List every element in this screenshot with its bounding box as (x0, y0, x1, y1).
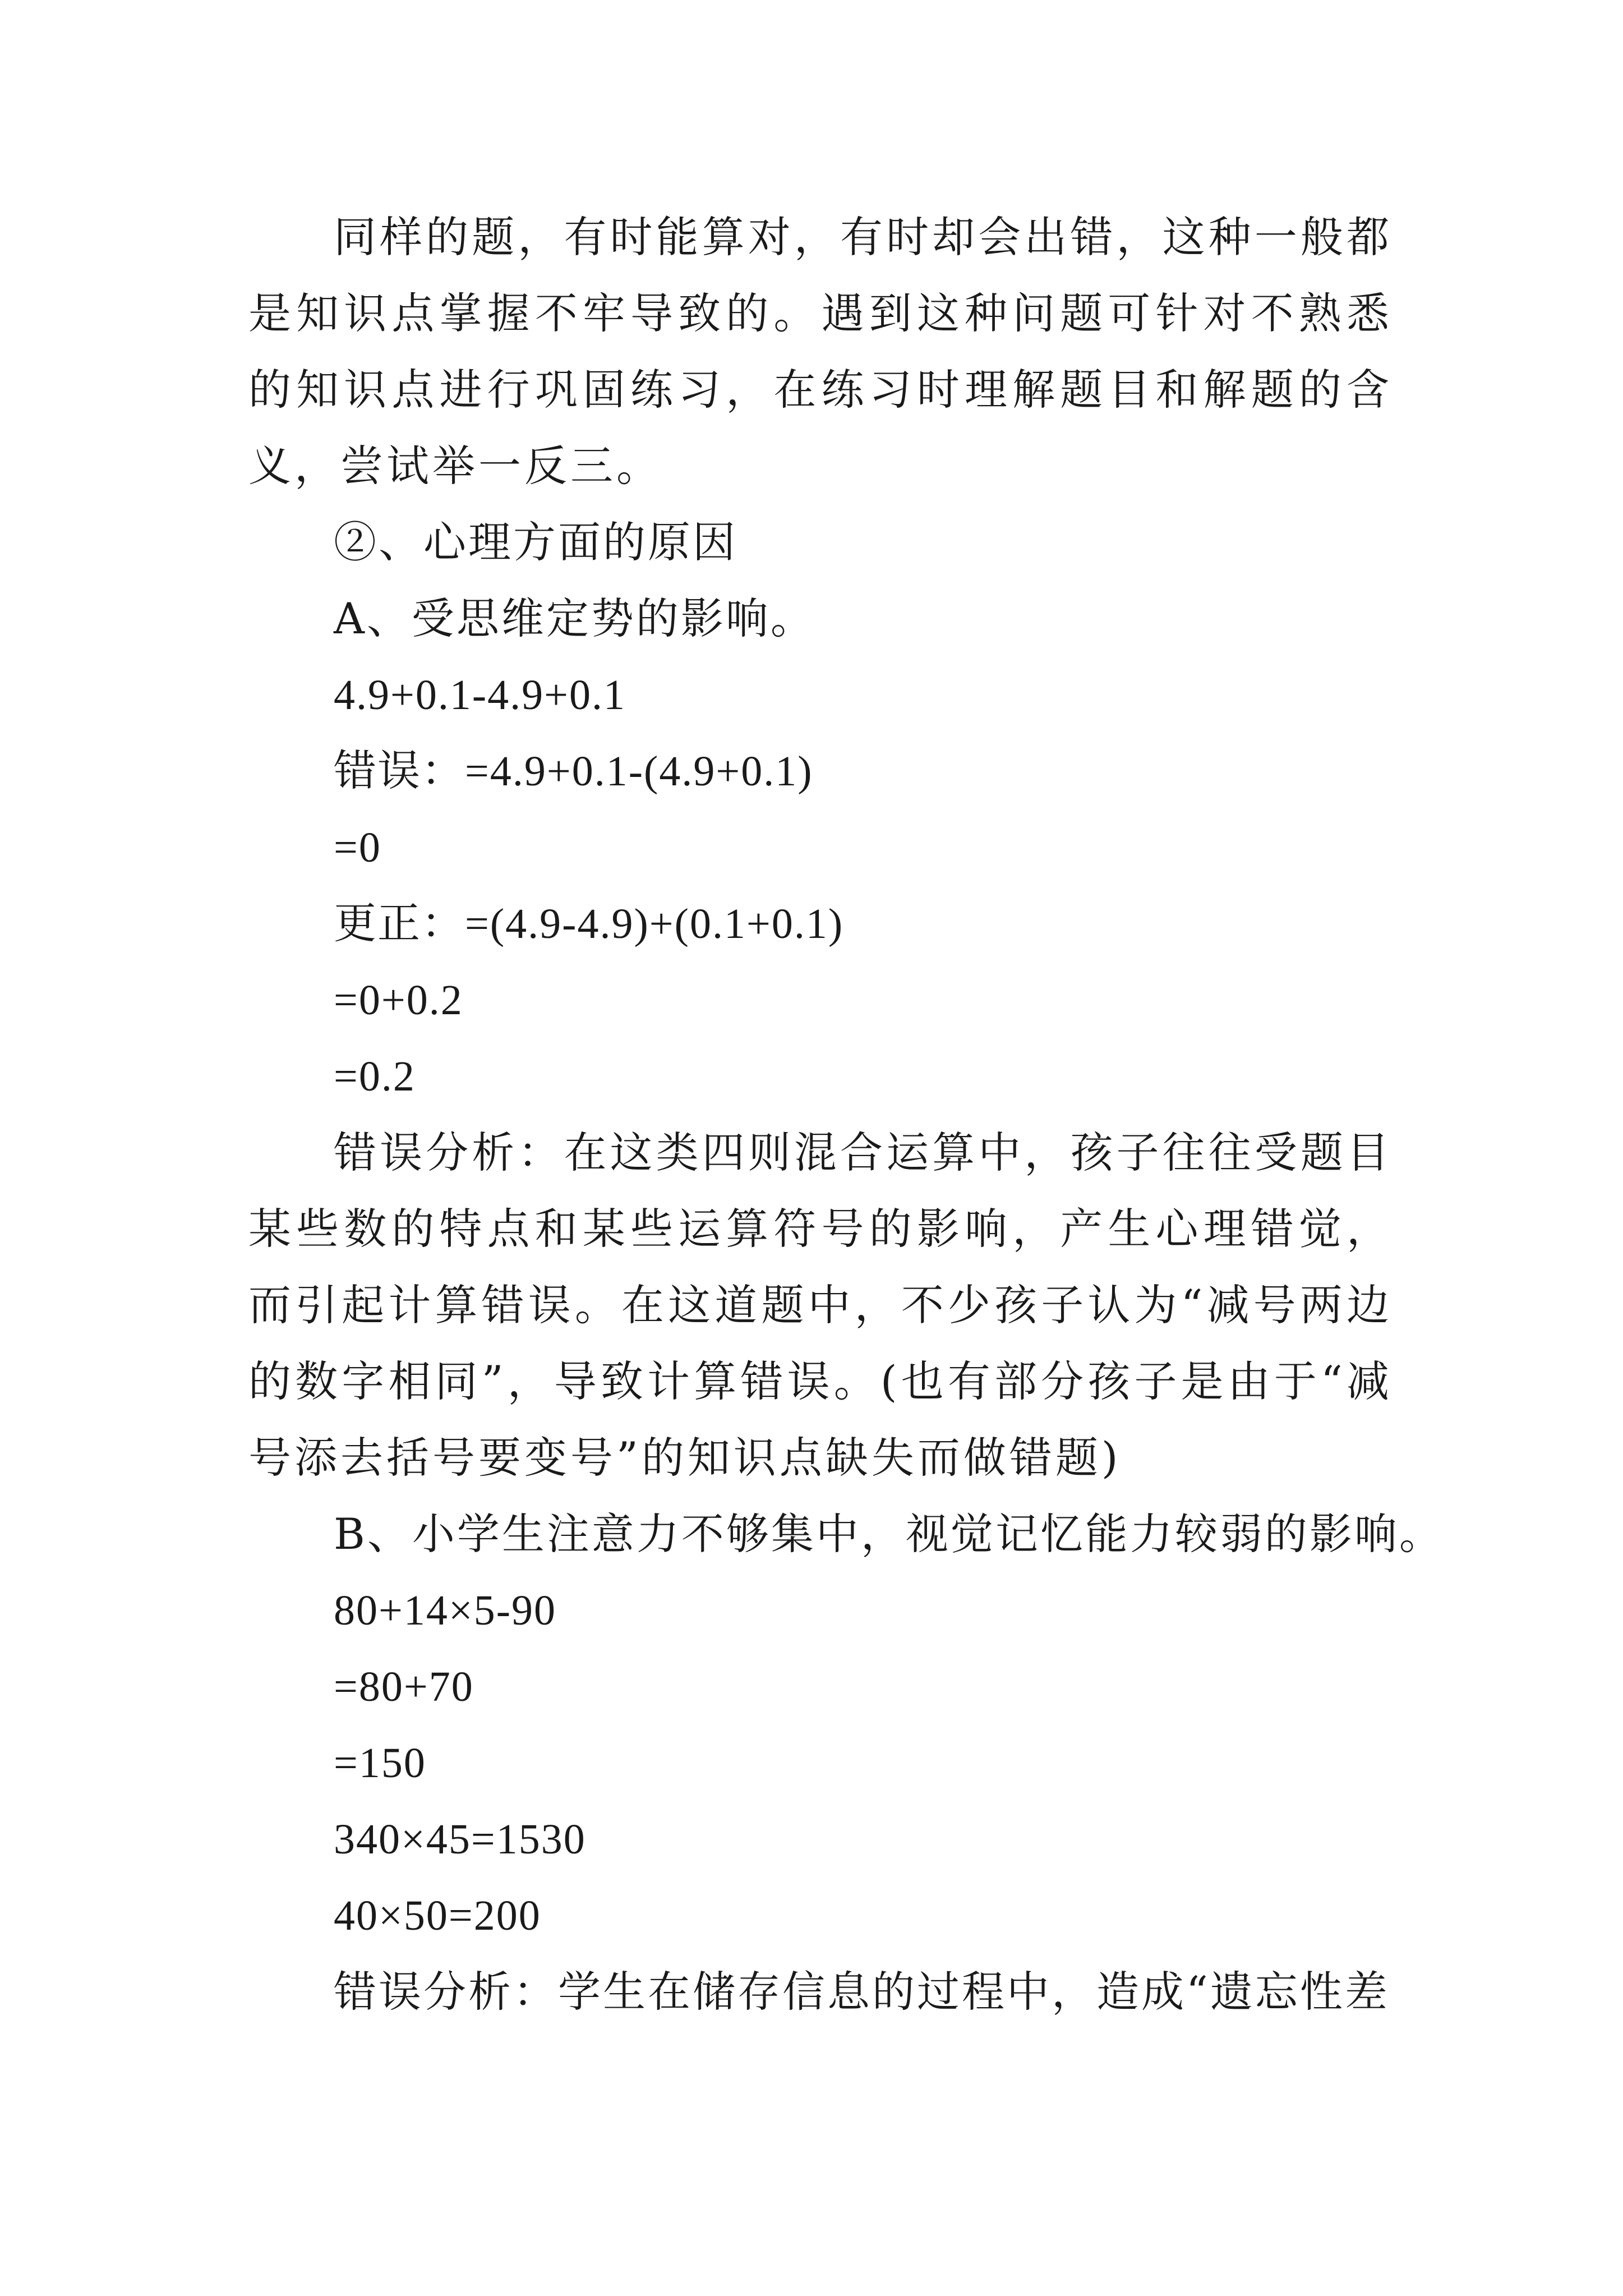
paragraph-analysis-a: 错误分析：在这类四则混合运算中，孩子往往受题目某些数的特点和某些运算符号的影响，产生心理错觉，而引起计算错误。在这道题中，不少孩子认为“减号两边的数字相同”，导致计算错误。(也有部分孩子是由于“减号添去括号要变号”的知识点缺失而做错题) (248, 1128, 1393, 1483)
example-a-correct-step-1: 更正：=(4.9-4.9)+(0.1+0.1) (334, 900, 844, 947)
example-a-correct-step-2: =0+0.2 (334, 977, 463, 1024)
example-b-line-1: 80+14×5-90 (334, 1587, 557, 1634)
paragraph-analysis-b: 错误分析：学生在储存信息的过程中，造成“遗忘性差 (334, 1967, 1390, 2017)
example-a-wrong-step-2: =0 (334, 824, 381, 871)
example-b-line-4: 340×45=1530 (334, 1816, 586, 1863)
document-body (248, 199, 1444, 2030)
example-a-problem: 4.9+0.1-4.9+0.1 (334, 671, 626, 719)
example-b-line-3: =150 (334, 1740, 426, 1787)
example-b-line-2: =80+70 (334, 1663, 474, 1710)
example-b-line-5: 40×50=200 (334, 1892, 541, 1939)
example-a-correct-step-3: =0.2 (334, 1053, 416, 1100)
heading-attention: B、小学生注意力不够集中，视觉记忆能力较弱的影响。 (334, 1509, 1444, 1559)
example-a-wrong-step-1: 错误：=4.9+0.1-(4.9+0.1) (334, 748, 813, 795)
heading-mindset: A、受思维定势的影响。 (334, 593, 815, 643)
paragraph-knowledge: 同样的题，有时能算对，有时却会出错，这种一般都是知识点掌握不牢导致的。遇到这种问题可针对不熟悉的知识点进行巩固练习，在练习时理解题目和解题的含义，尝试举一反三。 (248, 212, 1393, 491)
heading-psychological-reasons: ②、心理方面的原因 (334, 517, 737, 567)
